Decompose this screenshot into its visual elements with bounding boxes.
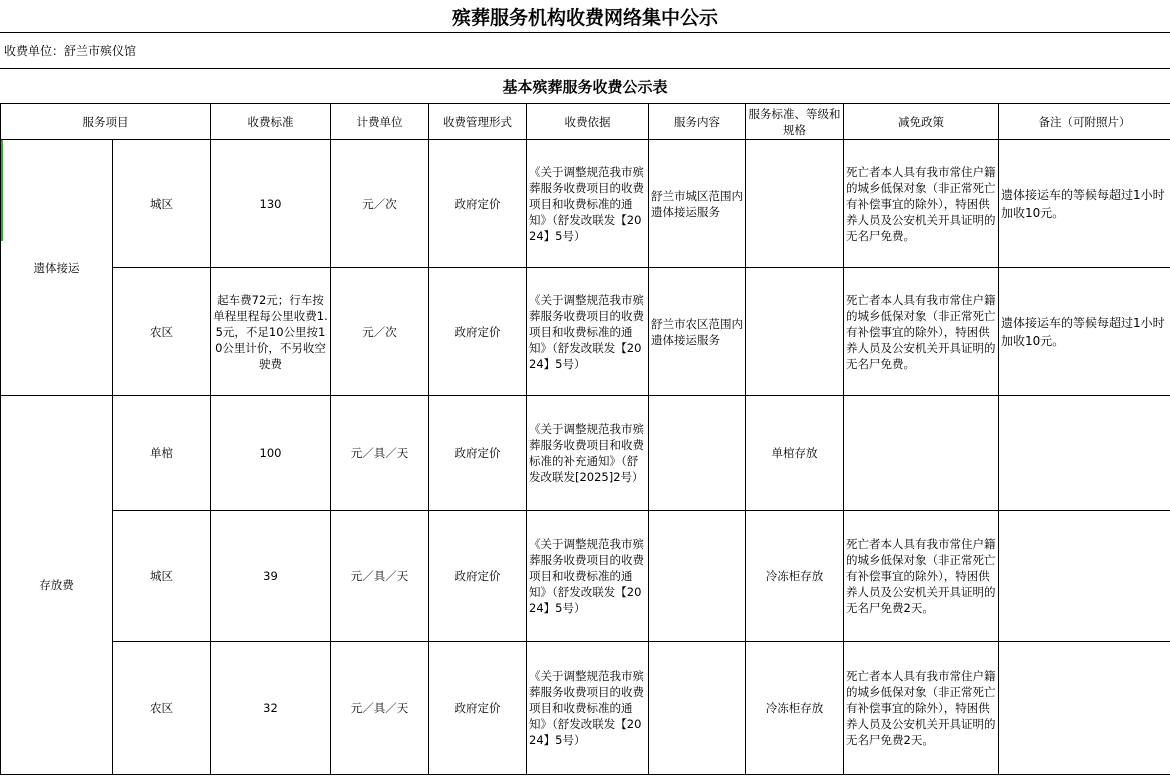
service-content[interactable]: 舒兰市城区范围内遗体接运服务 bbox=[649, 140, 746, 268]
table-row bbox=[1, 268, 1170, 396]
fee-basis[interactable]: 《关于调整规范我市殡葬服务收费项目的收费项目和收费标准的通知》（舒发改联发【2024】5号） bbox=[527, 140, 649, 268]
service-content[interactable] bbox=[649, 396, 746, 511]
service-content[interactable] bbox=[649, 511, 746, 642]
exemption-policy[interactable]: 死亡者本人具有我市常住户籍的城乡低保对象（非正常死亡有补偿事宜的除外），特困供养人员及公安机关开具证明的无名尸免费。 bbox=[844, 140, 999, 268]
fee-unit[interactable]: 元／次 bbox=[331, 268, 429, 396]
fee-standard[interactable]: 100 bbox=[211, 396, 331, 511]
remark[interactable] bbox=[999, 396, 1170, 511]
table-title: 基本殡葬服务收费公示表 bbox=[502, 77, 668, 96]
header-row bbox=[1, 104, 1170, 140]
header-management: 收费管理形式 bbox=[429, 104, 527, 140]
group-name[interactable]: 存放费 bbox=[1, 396, 113, 775]
table-row bbox=[1, 642, 1170, 775]
service-level[interactable] bbox=[746, 268, 844, 396]
fee-standard[interactable]: 32 bbox=[211, 642, 331, 775]
fee-basis[interactable]: 《关于调整规范我市殡葬服务收费项目的收费项目和收费标准的通知》（舒发改联发【2024】5号） bbox=[527, 642, 649, 775]
sub-item[interactable]: 农区 bbox=[113, 642, 211, 775]
page-title: 殡葬服务机构收费网络集中公示 bbox=[0, 0, 1170, 33]
sub-item[interactable]: 农区 bbox=[113, 268, 211, 396]
fee-basis[interactable]: 《关于调整规范我市殡葬服务收费项目的收费项目和收费标准的通知》（舒发改联发【2024】5号） bbox=[527, 511, 649, 642]
table-row bbox=[1, 511, 1170, 642]
management-form[interactable]: 政府定价 bbox=[429, 511, 527, 642]
header-content: 服务内容 bbox=[649, 104, 746, 140]
header-policy: 减免政策 bbox=[844, 104, 999, 140]
header-standard: 收费标准 bbox=[211, 104, 331, 140]
table-row bbox=[1, 396, 1170, 511]
management-form[interactable]: 政府定价 bbox=[429, 642, 527, 775]
table-row bbox=[1, 140, 1170, 268]
exemption-policy[interactable]: 死亡者本人具有我市常住户籍的城乡低保对象（非正常死亡有补偿事宜的除外），特困供养人员及公安机关开具证明的无名尸免费。 bbox=[844, 268, 999, 396]
sub-item[interactable]: 城区 bbox=[113, 140, 211, 268]
exemption-policy[interactable]: 死亡者本人具有我市常住户籍的城乡低保对象（非正常死亡有补偿事宜的除外），特困供养人员及公安机关开具证明的无名尸免费2天。 bbox=[844, 642, 999, 775]
fee-standard[interactable]: 起车费72元；行车按单程里程每公里收费1.5元，不足10公里按10公里计价，不另收空驶费 bbox=[211, 268, 331, 396]
service-content[interactable] bbox=[649, 642, 746, 775]
sub-item[interactable]: 城区 bbox=[113, 511, 211, 642]
management-form[interactable]: 政府定价 bbox=[429, 140, 527, 268]
fee-standard[interactable]: 39 bbox=[211, 511, 331, 642]
fee-basis[interactable]: 《关于调整规范我市殡葬服务收费项目的收费项目和收费标准的通知》（舒发改联发【2024】5号） bbox=[527, 268, 649, 396]
management-form[interactable]: 政府定价 bbox=[429, 268, 527, 396]
service-level[interactable]: 冷冻柜存放 bbox=[746, 511, 844, 642]
header-level: 服务标准、等级和规格 bbox=[746, 104, 844, 140]
header-basis: 收费依据 bbox=[527, 104, 649, 140]
service-content[interactable]: 舒兰市农区范围内遗体接运服务 bbox=[649, 268, 746, 396]
sub-item[interactable]: 单棺 bbox=[113, 396, 211, 511]
charging-unit: 收费单位：舒兰市殡仪馆 bbox=[0, 33, 1170, 69]
remark[interactable] bbox=[999, 511, 1170, 642]
fee-standard[interactable]: 130 bbox=[211, 140, 331, 268]
service-level[interactable]: 单棺存放 bbox=[746, 396, 844, 511]
group-name[interactable]: 遗体接运 bbox=[1, 140, 113, 396]
header-item: 服务项目 bbox=[1, 104, 211, 140]
fee-unit[interactable]: 元／具／天 bbox=[331, 396, 429, 511]
exemption-policy[interactable] bbox=[844, 396, 999, 511]
fee-unit[interactable]: 元／具／天 bbox=[331, 642, 429, 775]
fee-basis[interactable]: 《关于调整规范我市殡葬服务收费项目和收费标准的补充通知》（舒发改联发[2025]2号） bbox=[527, 396, 649, 511]
fee-unit[interactable]: 元／具／天 bbox=[331, 511, 429, 642]
remark[interactable]: 遗体接运车的等候每超过1小时加收10元。 bbox=[999, 140, 1170, 268]
service-level[interactable]: 冷冻柜存放 bbox=[746, 642, 844, 775]
service-level[interactable] bbox=[746, 140, 844, 268]
header-remark: 备注（可附照片） bbox=[999, 104, 1170, 140]
exemption-policy[interactable]: 死亡者本人具有我市常住户籍的城乡低保对象（非正常死亡有补偿事宜的除外），特困供养人员及公安机关开具证明的无名尸免费2天。 bbox=[844, 511, 999, 642]
remark[interactable]: 遗体接运车的等候每超过1小时加收10元。 bbox=[999, 268, 1170, 396]
remark[interactable] bbox=[999, 642, 1170, 775]
fee-unit[interactable]: 元／次 bbox=[331, 140, 429, 268]
management-form[interactable]: 政府定价 bbox=[429, 396, 527, 511]
header-unit: 计费单位 bbox=[331, 104, 429, 140]
fee-table bbox=[0, 103, 1170, 775]
